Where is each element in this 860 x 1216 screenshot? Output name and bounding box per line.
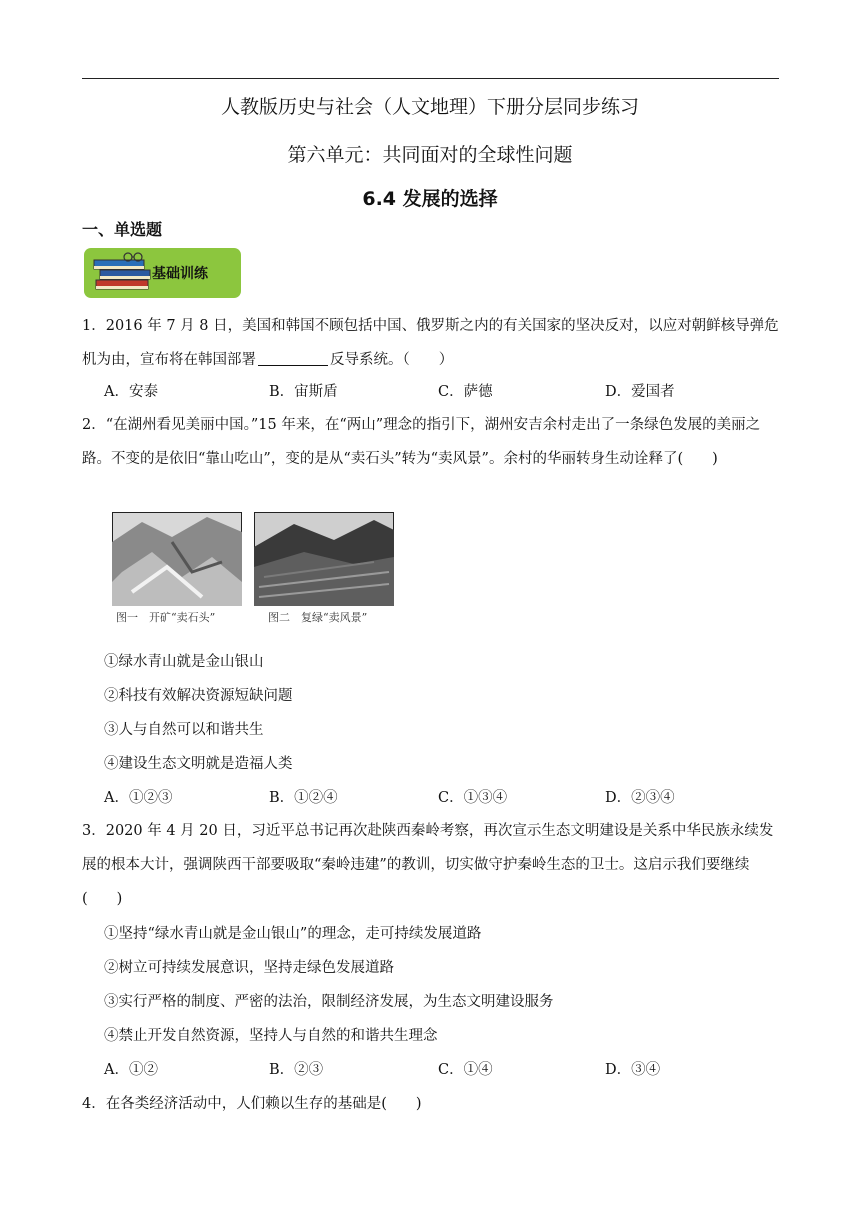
- question-3-stem: 3．2020 年 4 月 20 日，习近平总书记再次赴陕西秦岭考察，再次宣示生态文明建设是关系中华民族永续发展的根本大计，强调陕西干部要吸取“秦岭违建”的教训，切实做守护秦岭生态的卫士。这启示我们要继续( ): [82, 823, 774, 907]
- question-1-stem: 1．2016 年 7 月 8 日，美国和韩国不顾包括中国、俄罗斯之内的有关国家的坚决反对，以应对朝鲜核导弹危机为由，宣布将在韩国部署: [82, 318, 779, 368]
- badge-label: 基础训练: [152, 266, 208, 282]
- books-icon: [88, 248, 158, 298]
- question-2-options: [104, 781, 784, 815]
- option-a: A．安泰: [104, 384, 158, 400]
- question-3: [82, 814, 782, 916]
- option-d: D．②③④: [605, 790, 675, 806]
- option-d: D．爱国者: [605, 384, 675, 400]
- answer-blank: [258, 351, 328, 366]
- figure-2-caption: 图二 复绿“卖风景”: [268, 611, 368, 624]
- lesson-title: 6.4 发展的选择: [362, 188, 498, 210]
- option-a: A．①②③: [104, 790, 173, 806]
- option-c: C．萨德: [438, 384, 493, 400]
- question-2-stem: 2．“在湖州看见美丽中国。”15 年来，在“两山”理念的指引下，湖州安吉余村走出了一条绿色发展的美丽之路。不变的是依旧“靠山吃山”，变的是从“卖石头”转为“卖风景”。余村的华丽转身生动诠释了( ): [82, 417, 761, 467]
- question-3-item-4: ④禁止开发自然资源，坚持人与自然的和谐共生理念: [104, 1028, 438, 1044]
- question-2-item-1: ①绿水青山就是金山银山: [104, 654, 264, 670]
- question-2-item-4: ④建设生态文明就是造福人类: [104, 756, 293, 772]
- question-3-item-3: ③实行严格的制度、严密的法治，限制经济发展，为生态文明建设服务: [104, 994, 554, 1010]
- option-b: B．①②④: [269, 790, 338, 806]
- question-3-options: [104, 1053, 784, 1087]
- question-4-stem: 4．在各类经济活动中，人们赖以生存的基础是( ): [82, 1096, 422, 1112]
- question-4: [82, 1087, 782, 1121]
- unit-title: 第六单元：共同面对的全球性问题: [287, 144, 573, 166]
- section-heading: 一、单选题: [82, 220, 163, 239]
- question-2-item-3: ③人与自然可以和谐共生: [104, 722, 264, 738]
- question-1-options: [104, 375, 784, 409]
- option-c: C．①④: [438, 1062, 493, 1078]
- question-3-item-2: ②树立可持续发展意识，坚持走绿色发展道路: [104, 960, 394, 976]
- option-b: B．②③: [269, 1062, 324, 1078]
- option-a: A．①②: [104, 1062, 158, 1078]
- question-2-item-2: ②科技有效解决资源短缺问题: [104, 688, 293, 704]
- option-b: B．宙斯盾: [269, 384, 338, 400]
- option-d: D．③④: [605, 1062, 661, 1078]
- figure-green-hills-photo: [254, 512, 394, 606]
- question-2-figures: [112, 512, 402, 632]
- figure-mining-photo: [112, 512, 242, 606]
- training-badge: [84, 248, 241, 298]
- question-3-item-1: ①坚持“绿水青山就是金山银山”的理念，走可持续发展道路: [104, 926, 482, 942]
- figure-1-caption: 图一 开矿“卖石头”: [116, 611, 216, 624]
- header-rule: [82, 78, 779, 79]
- question-1: [82, 309, 782, 377]
- question-1-stem-end: 反导系统。（ ）: [330, 352, 454, 368]
- question-2: [82, 408, 782, 476]
- document-title: 人教版历史与社会（人文地理）下册分层同步练习: [220, 96, 639, 118]
- option-c: C．①③④: [438, 790, 508, 806]
